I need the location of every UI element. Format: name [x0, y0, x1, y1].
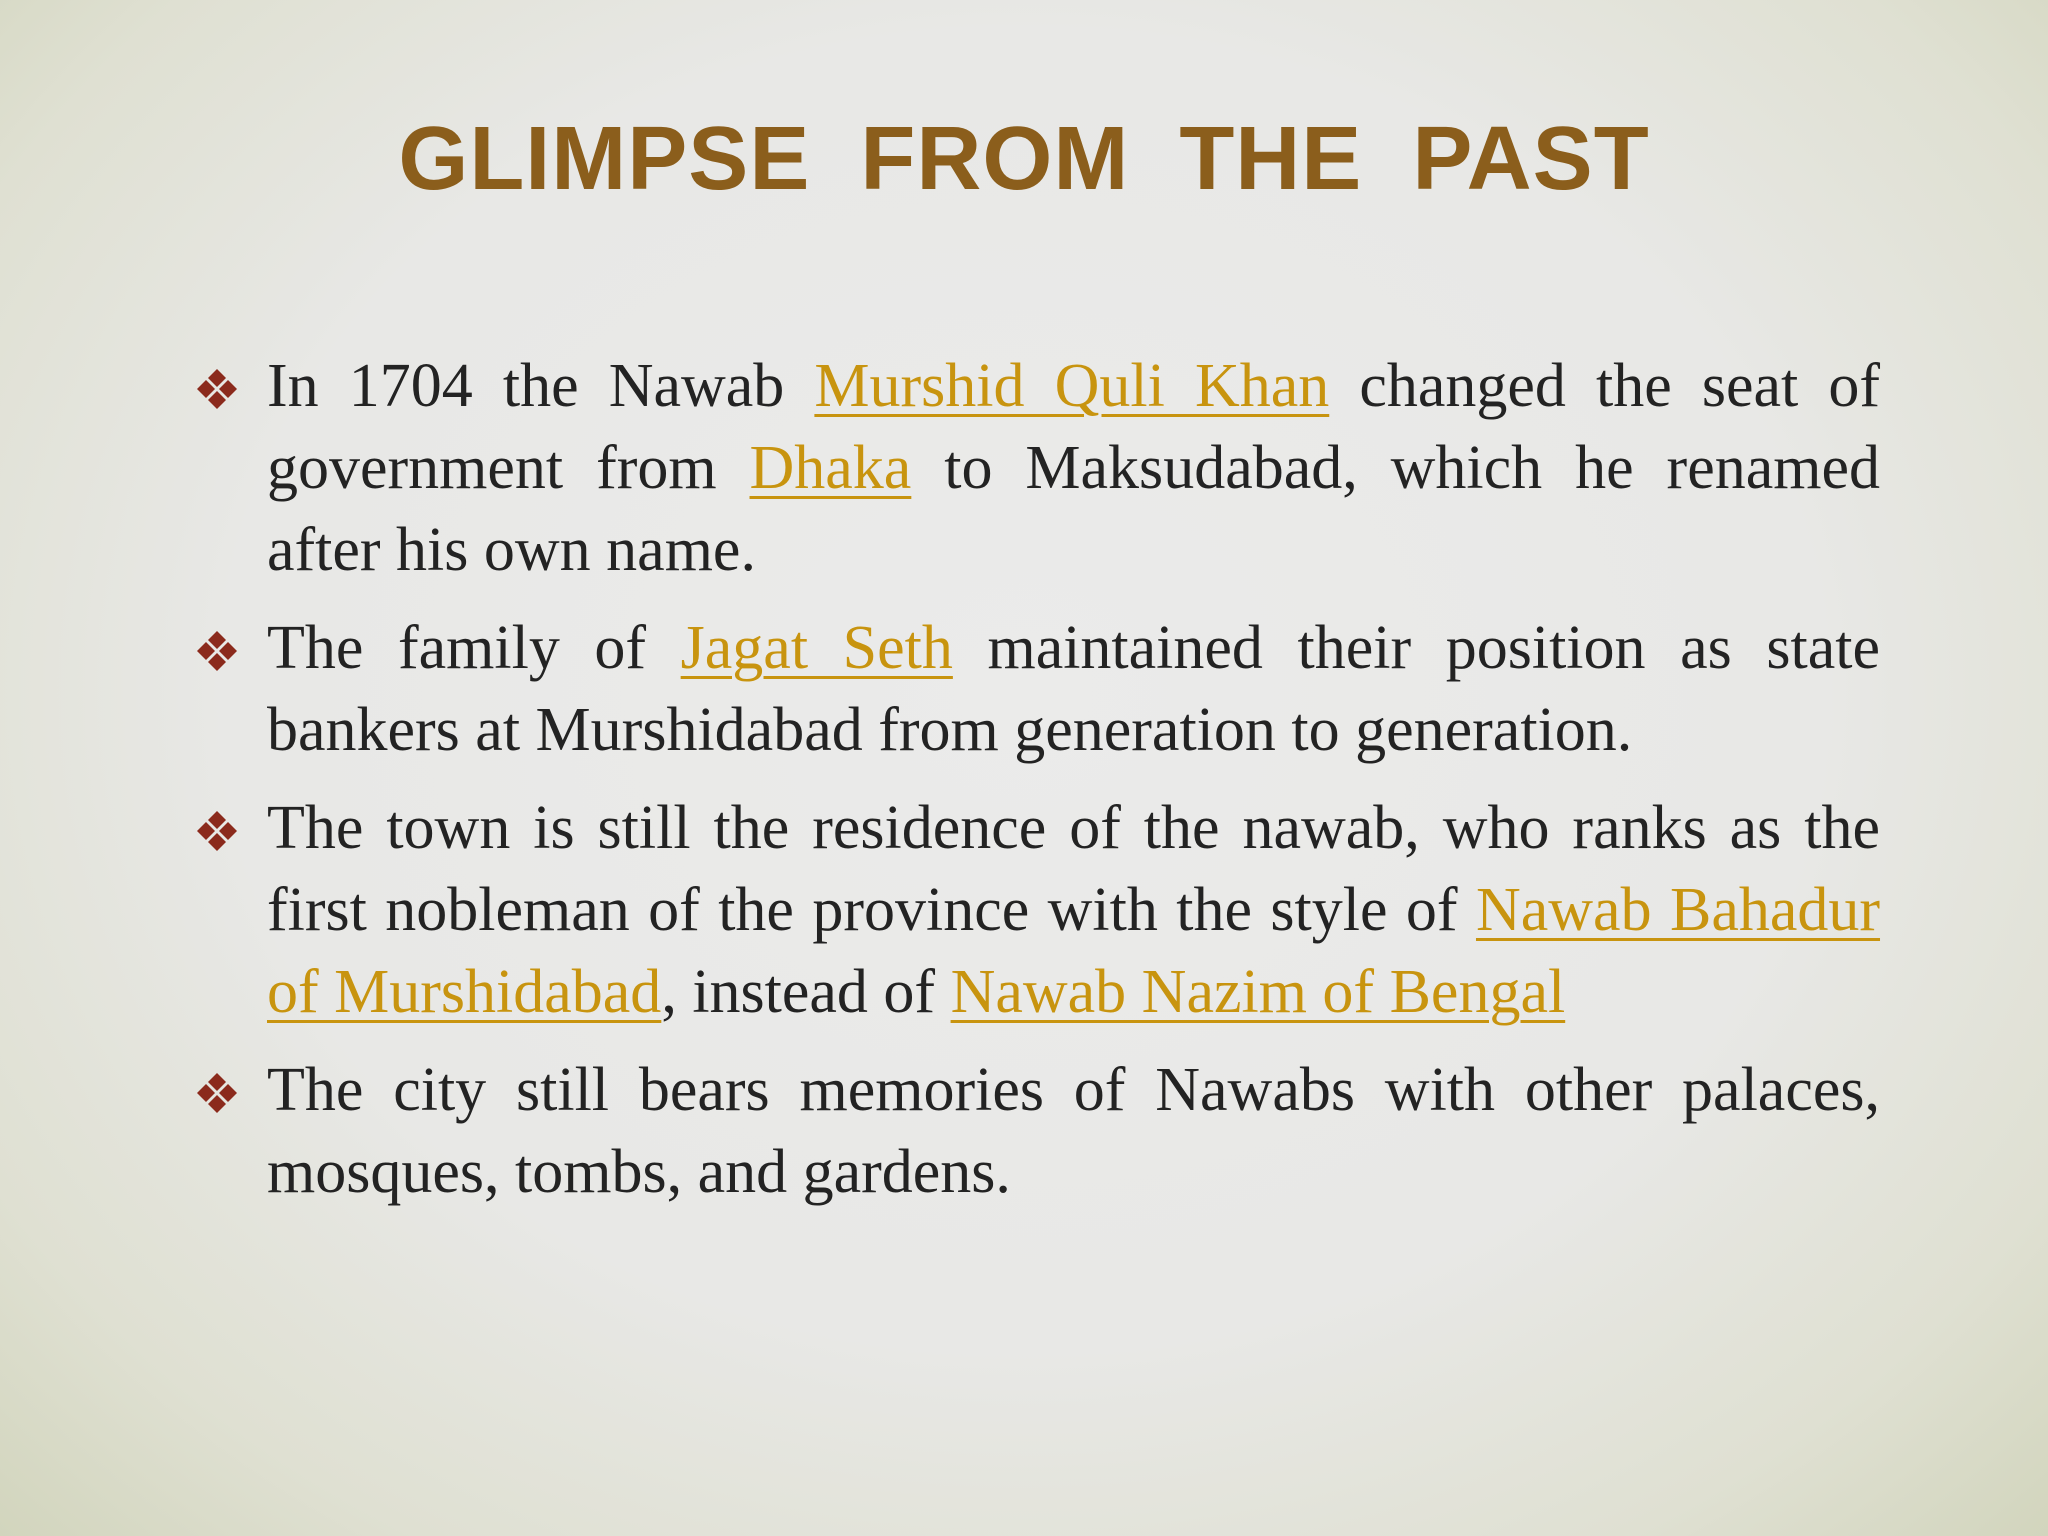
- bullet-text: , instead of: [661, 958, 951, 1026]
- bullet-item: [195, 607, 1880, 771]
- link-murshid-quli-khan[interactable]: Murshid Quli Khan: [814, 352, 1330, 420]
- diamond-bullet-icon: [195, 1071, 239, 1115]
- link-dhaka[interactable]: Dhaka: [749, 434, 912, 502]
- diamond-bullet-icon: [195, 629, 239, 673]
- bullet-item: [195, 787, 1880, 1033]
- bullet-item: [195, 345, 1880, 591]
- bullet-text: to Maksudabad, which he renamed after his own name.: [267, 434, 1880, 584]
- bullet-text: maintained their position as state bankers at Murshidabad from generation to generation.: [267, 614, 1880, 764]
- bullet-text: The town is still the residence of the nawab, who ranks as the first nobleman of the province with the style of: [267, 794, 1880, 944]
- bullet-list: [195, 345, 1880, 1229]
- bullet-text: changed the seat of government from: [267, 352, 1880, 502]
- diamond-bullet-icon: [195, 367, 239, 411]
- slide-title: GLIMPSE FROM THE PAST: [398, 109, 1650, 209]
- bullet-text: The city still bears memories of Nawabs with other palaces, mosques, tombs, and gardens.: [267, 1056, 1880, 1206]
- diamond-bullet-icon: [195, 809, 239, 853]
- bullet-item: [195, 1049, 1880, 1213]
- link-jagat-seth[interactable]: Jagat Seth: [680, 614, 953, 682]
- bullet-text: In 1704 the Nawab: [267, 352, 815, 420]
- bullet-text: The family of: [267, 614, 681, 682]
- link-nawab-bahadur-of-murshidabad[interactable]: Nawab Bahadur of Murshidabad: [267, 876, 1881, 1026]
- link-nawab-nazim-of-bengal[interactable]: Nawab Nazim of Bengal: [950, 958, 1566, 1026]
